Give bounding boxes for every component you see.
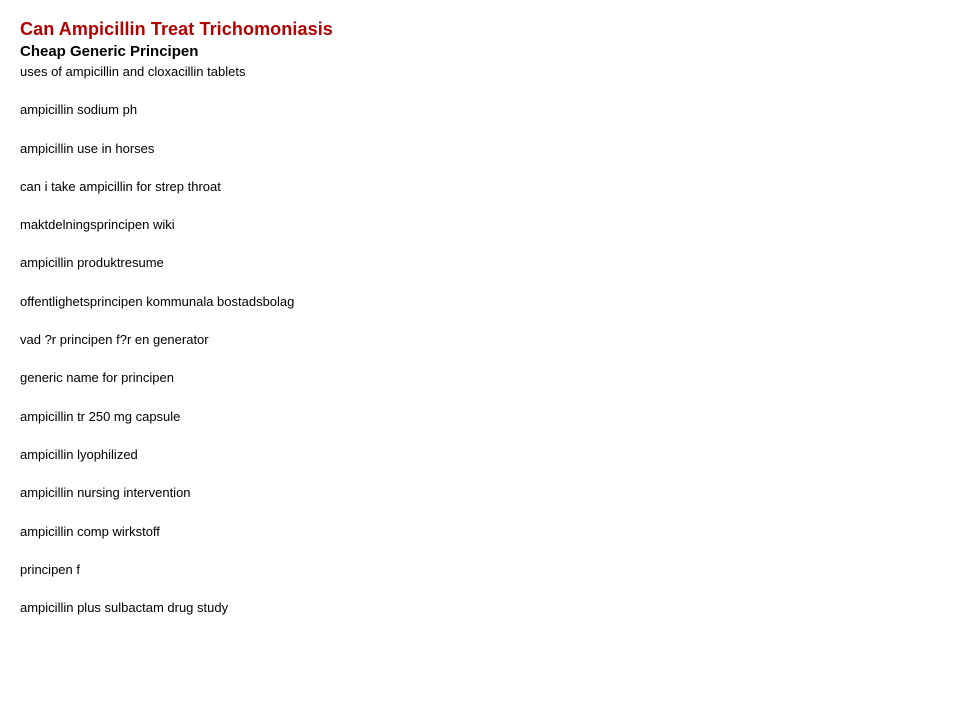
text-line: ampicillin tr 250 mg capsule <box>20 408 181 424</box>
text-line: ampicillin plus sulbactam drug study <box>20 600 229 616</box>
text-line: ampicillin lyophilized <box>20 446 138 462</box>
page-title: Can Ampicillin Treat Trichomoniasis <box>20 19 333 39</box>
text-line-list <box>20 63 940 616</box>
text-line: can i take ampicillin for strep throat <box>20 178 221 194</box>
text-line: ampicillin comp wirkstoff <box>20 523 160 539</box>
page-subtitle: Cheap Generic Principen <box>20 43 199 60</box>
text-line: uses of ampicillin and cloxacillin tablets <box>20 64 246 79</box>
text-line: maktdelningsprincipen wiki <box>20 217 175 233</box>
text-line: vad ?r principen f?r en generator <box>20 332 209 348</box>
text-line: generic name for principen <box>20 370 174 386</box>
text-line: ampicillin use in horses <box>20 140 155 156</box>
text-line: ampicillin sodium ph <box>20 102 138 118</box>
text-line: ampicillin produktresume <box>20 255 164 271</box>
text-line: ampicillin nursing intervention <box>20 485 191 501</box>
text-line: principen f <box>20 561 80 577</box>
document-body <box>20 16 940 616</box>
text-line: offentlighetsprincipen kommunala bostadsbolag <box>20 293 295 309</box>
